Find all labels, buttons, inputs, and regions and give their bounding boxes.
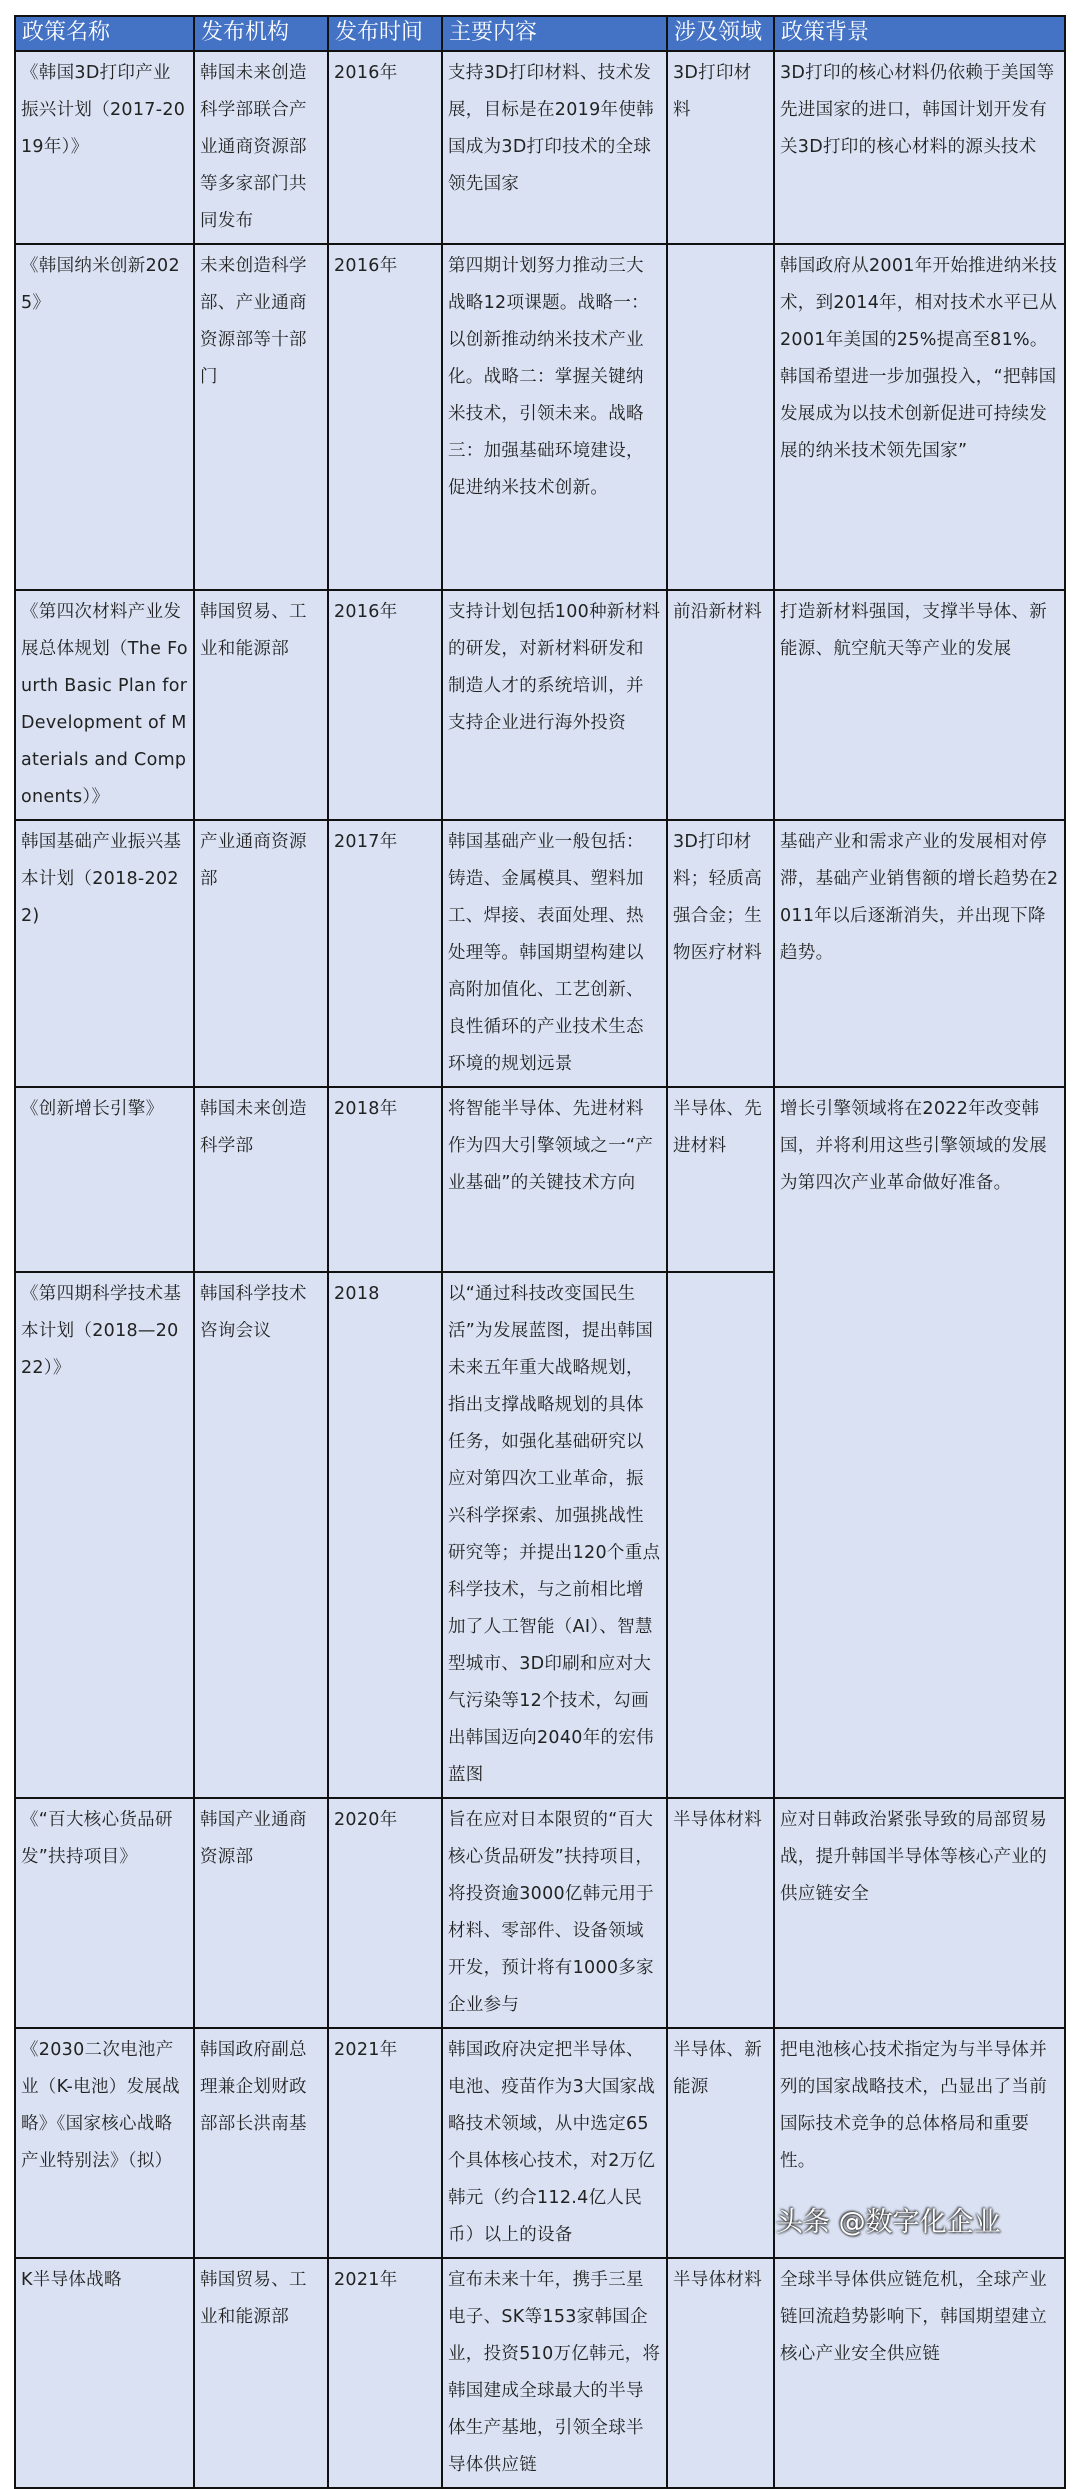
cell-background: 韩国政府从2001年开始推进纳米技术，到2014年，相对技术水平已从2001年美国的25%提高至81%。韩国希望进一步加强投入，“把韩国发展成为以技术创新促进可持续发展的纳米技术领先国家” [774, 244, 1065, 590]
cell-field [667, 1272, 774, 1798]
cell-content: 宣布未来十年，携手三星电子、SK等153家韩国企业，投资510万亿韩元，将韩国建成全球最大的半导体生产基地，引领全球半导体供应链 [442, 2258, 667, 2488]
cell-agency: 韩国产业通商资源部 [194, 1798, 328, 2028]
cell-field: 前沿新材料 [667, 590, 774, 820]
cell-field: 3D打印材料；轻质高强合金；生物医疗材料 [667, 820, 774, 1087]
cell-agency: 产业通商资源部 [194, 820, 328, 1087]
cell-agency: 未来创造科学部、产业通商资源部等十部门 [194, 244, 328, 590]
cell-content: 韩国政府决定把半导体、电池、疫苗作为3大国家战略技术领域，从中选定65个具体核心技术，对2万亿韩元（约合112.4亿人民币）以上的设备 [442, 2028, 667, 2258]
table-row [15, 51, 1065, 244]
policy-table [14, 15, 1066, 2489]
cell-policy-name: 《韩国纳米创新2025》 [15, 244, 194, 590]
cell-field: 半导体、新能源 [667, 2028, 774, 2258]
table-row [15, 590, 1065, 820]
cell-content: 将智能半导体、先进材料作为四大引擎领域之一“产业基础”的关键技术方向 [442, 1087, 667, 1272]
cell-agency: 韩国未来创造科学部联合产业通商资源部等多家部门共同发布 [194, 51, 328, 244]
cell-date: 2016年 [328, 51, 442, 244]
cell-content: 旨在应对日本限贸的“百大核心货品研发”扶持项目，将投资逾3000亿韩元用于材料、零部件、设备领域开发，预计将有1000多家企业参与 [442, 1798, 667, 2028]
cell-policy-name: 《韩国3D打印产业振兴计划（2017-2019年）》 [15, 51, 194, 244]
table-row [15, 820, 1065, 1087]
cell-field [667, 244, 774, 590]
header-field: 涉及领域 [667, 16, 774, 51]
cell-date: 2017年 [328, 820, 442, 1087]
cell-background: 增长引擎领域将在2022年改变韩国，并将利用这些引擎领域的发展为第四次产业革命做好准备。 [774, 1087, 1065, 1798]
cell-policy-name: 《“百大核心货品研发”扶持项目》 [15, 1798, 194, 2028]
cell-agency: 韩国贸易、工业和能源部 [194, 2258, 328, 2488]
table-header-row [15, 16, 1065, 51]
cell-policy-name: 《2030二次电池产业（K-电池）发展战略》《国家核心战略产业特别法》（拟） [15, 2028, 194, 2258]
header-agency: 发布机构 [194, 16, 328, 51]
cell-date: 2021年 [328, 2028, 442, 2258]
cell-agency: 韩国科学技术咨询会议 [194, 1272, 328, 1798]
table-row [15, 1798, 1065, 2028]
cell-date: 2018年 [328, 1087, 442, 1272]
table-row [15, 1087, 1065, 1272]
header-content: 主要内容 [442, 16, 667, 51]
cell-date: 2018 [328, 1272, 442, 1798]
cell-policy-name: K半导体战略 [15, 2258, 194, 2488]
cell-agency: 韩国政府副总理兼企划财政部部长洪南基 [194, 2028, 328, 2258]
cell-content: 支持3D打印材料、技术发展，目标是在2019年使韩国成为3D打印技术的全球领先国家 [442, 51, 667, 244]
cell-date: 2016年 [328, 244, 442, 590]
cell-background: 打造新材料强国，支撑半导体、新能源、航空航天等产业的发展 [774, 590, 1065, 820]
cell-agency: 韩国未来创造科学部 [194, 1087, 328, 1272]
cell-policy-name: 《第四次材料产业发展总体规划（The Fourth Basic Plan for Development of Materials and Components）》 [15, 590, 194, 820]
watermark: 头条 @数字化企业 [776, 2207, 1001, 2238]
cell-content: 支持计划包括100种新材料的研发，对新材料研发和制造人才的系统培训，并支持企业进行海外投资 [442, 590, 667, 820]
cell-background: 3D打印的核心材料仍依赖于美国等先进国家的进口，韩国计划开发有关3D打印的核心材料的源头技术 [774, 51, 1065, 244]
cell-field: 半导体材料 [667, 2258, 774, 2488]
header-policy-name: 政策名称 [15, 16, 194, 51]
cell-content: 以“通过科技改变国民生活”为发展蓝图，提出韩国未来五年重大战略规划，指出支撑战略规划的具体任务，如强化基础研究以应对第四次工业革命，振兴科学探索、加强挑战性研究等；并提出120个重点科学技术，与之前相比增加了人工智能（AI）、智慧型城市、3D印刷和应对大气污染等12个技术，勾画出韩国迈向2040年的宏伟蓝图 [442, 1272, 667, 1798]
cell-field: 半导体材料 [667, 1798, 774, 2028]
cell-field: 3D打印材料 [667, 51, 774, 244]
cell-policy-name: 韩国基础产业振兴基本计划（2018-2022) [15, 820, 194, 1087]
cell-background: 基础产业和需求产业的发展相对停滞，基础产业销售额的增长趋势在2011年以后逐渐消失，并出现下降趋势。 [774, 820, 1065, 1087]
cell-background: 全球半导体供应链危机，全球产业链回流趋势影响下，韩国期望建立核心产业安全供应链 [774, 2258, 1065, 2488]
cell-date: 2016年 [328, 590, 442, 820]
cell-background: 把电池核心技术指定为与半导体并列的国家战略技术，凸显出了当前国际技术竞争的总体格局和重要性。 [774, 2028, 1065, 2258]
header-date: 发布时间 [328, 16, 442, 51]
cell-agency: 韩国贸易、工业和能源部 [194, 590, 328, 820]
cell-policy-name: 《创新增长引擎》 [15, 1087, 194, 1272]
cell-date: 2021年 [328, 2258, 442, 2488]
cell-content: 第四期计划努力推动三大战略12项课题。战略一：以创新推动纳米技术产业化。战略二：掌握关键纳米技术，引领未来。战略三：加强基础环境建设，促进纳米技术创新。 [442, 244, 667, 590]
header-background: 政策背景 [774, 16, 1065, 51]
cell-policy-name: 《第四期科学技术基本计划（2018—2022）》 [15, 1272, 194, 1798]
cell-date: 2020年 [328, 1798, 442, 2028]
table-row [15, 2258, 1065, 2488]
cell-background: 应对日韩政治紧张导致的局部贸易战，提升韩国半导体等核心产业的供应链安全 [774, 1798, 1065, 2028]
table-row [15, 244, 1065, 590]
cell-field: 半导体、先进材料 [667, 1087, 774, 1272]
cell-content: 韩国基础产业一般包括：铸造、金属模具、塑料加工、焊接、表面处理、热处理等。韩国期望构建以高附加值化、工艺创新、良性循环的产业技术生态环境的规划远景 [442, 820, 667, 1087]
